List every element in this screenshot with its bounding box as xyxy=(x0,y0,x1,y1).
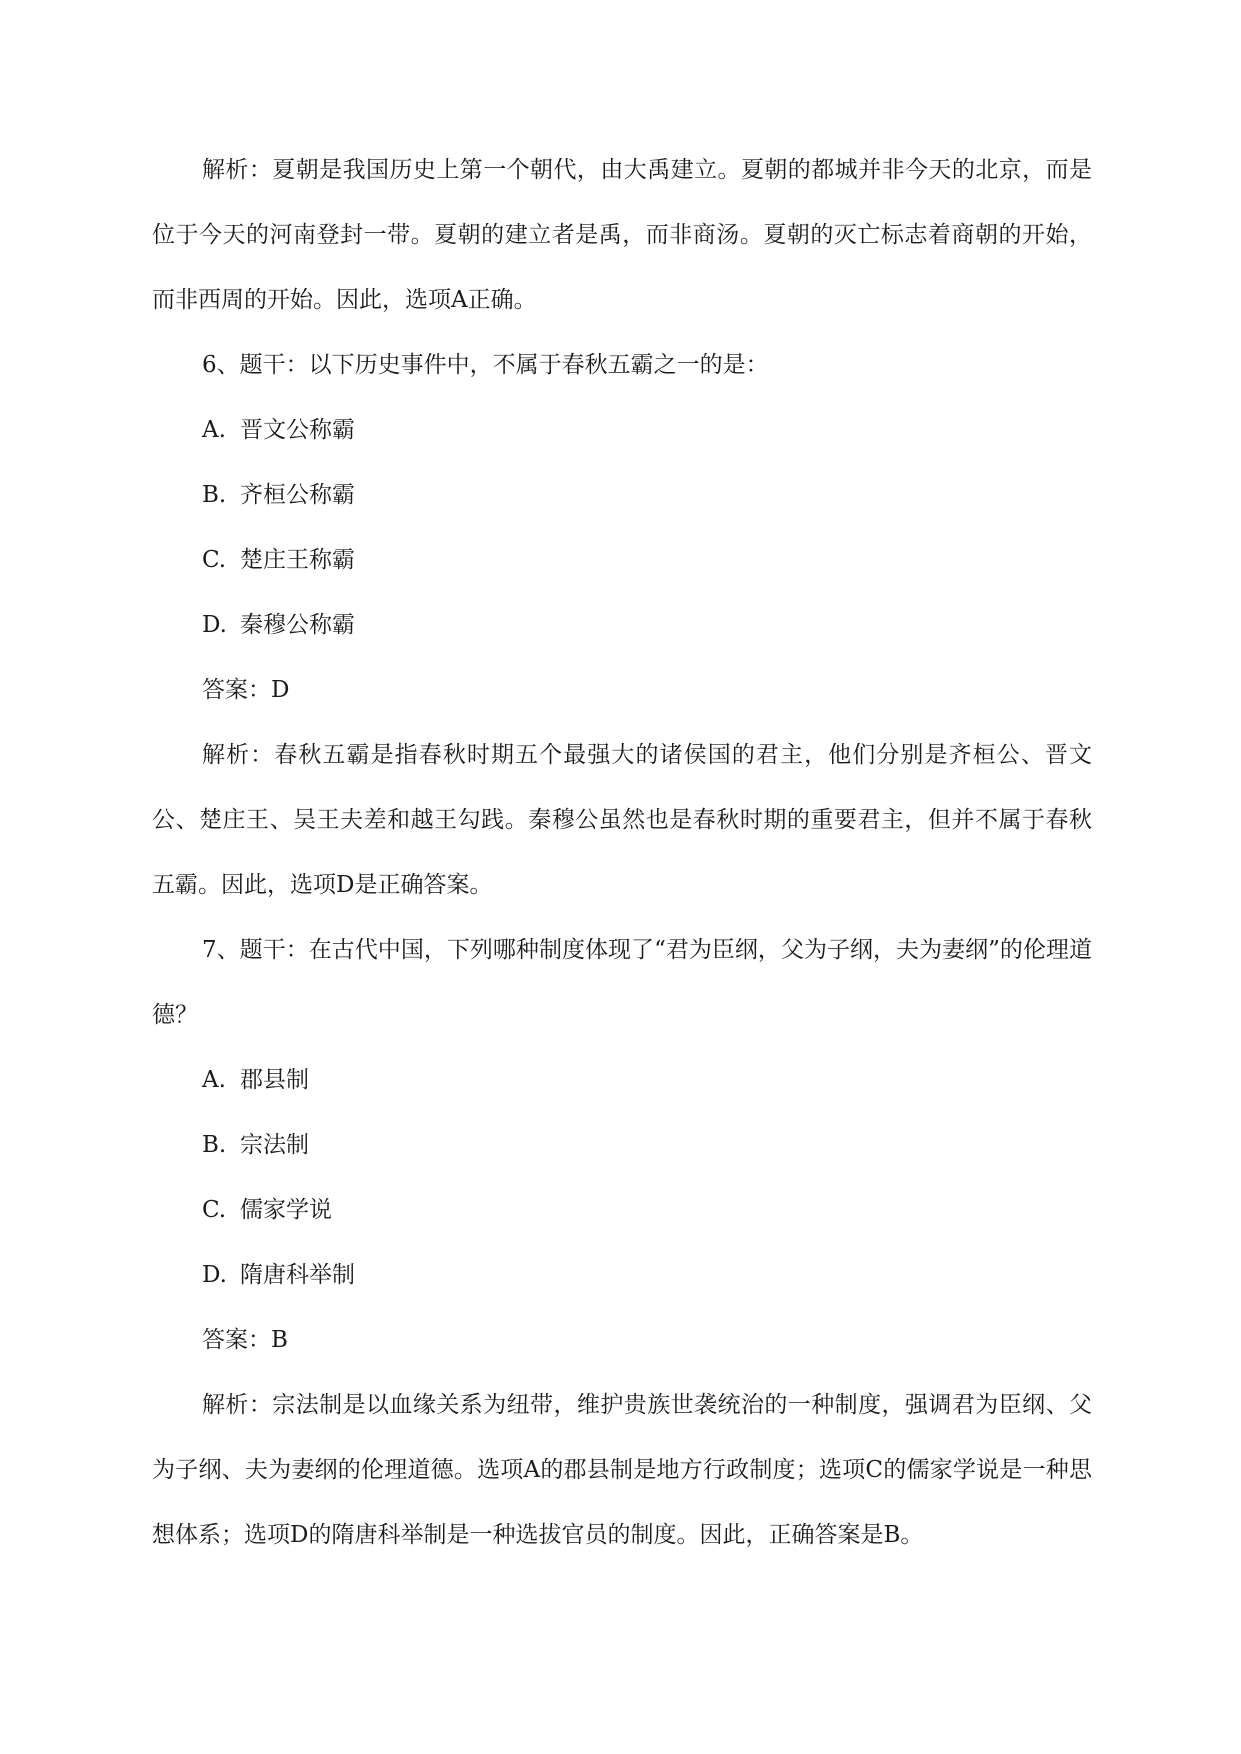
option-letter: B. xyxy=(202,482,227,508)
option-text: 晋文公称霸 xyxy=(240,417,355,443)
option-text: 宗法制 xyxy=(240,1132,309,1158)
option-letter: A. xyxy=(202,417,226,443)
q7-option-c xyxy=(152,1178,1092,1243)
q6-answer: 答案：D xyxy=(202,677,290,703)
q6-stem: 6、题干：以下历史事件中，不属于春秋五霸之一的是： xyxy=(202,352,769,378)
q7-option-b xyxy=(152,1113,1092,1178)
document-page xyxy=(152,138,1092,1568)
q6-option-b xyxy=(152,463,1092,528)
option-text: 郡县制 xyxy=(240,1067,309,1093)
q6-option-a xyxy=(152,398,1092,463)
option-text: 儒家学说 xyxy=(240,1197,332,1223)
option-letter: D. xyxy=(202,1262,227,1288)
option-letter: D. xyxy=(202,612,227,638)
option-letter: B. xyxy=(202,1132,227,1158)
option-text: 齐桓公称霸 xyxy=(240,482,355,508)
q6-option-d xyxy=(152,593,1092,658)
option-text: 隋唐科举制 xyxy=(240,1262,355,1288)
q7-option-d xyxy=(152,1243,1092,1308)
q7-option-a xyxy=(152,1048,1092,1113)
q7-stem: 7、题干：在古代中国，下列哪种制度体现了“君为臣纲，父为子纲，夫为妻纲”的伦理道德？ xyxy=(152,937,1092,1028)
q7-answer: 答案：B xyxy=(202,1327,288,1353)
option-letter: C. xyxy=(202,547,227,573)
q5-analysis: 解析：夏朝是我国历史上第一个朝代，由大禹建立。夏朝的都城并非今天的北京，而是位于今天的河南登封一带。夏朝的建立者是禹，而非商汤。夏朝的灭亡标志着商朝的开始，而非西周的开始。因此，选项A正确。 xyxy=(152,157,1092,313)
q6-option-c xyxy=(152,528,1092,593)
option-text: 楚庄王称霸 xyxy=(240,547,355,573)
option-letter: C. xyxy=(202,1197,227,1223)
option-text: 秦穆公称霸 xyxy=(240,612,355,638)
q7-analysis: 解析：宗法制是以血缘关系为纽带，维护贵族世袭统治的一种制度，强调君为臣纲、父为子纲、夫为妻纲的伦理道德。选项A的郡县制是地方行政制度；选项C的儒家学说是一种思想体系；选项D的隋唐科举制是一种选拔官员的制度。因此，正确答案是B。 xyxy=(152,1392,1092,1548)
q6-analysis: 解析：春秋五霸是指春秋时期五个最强大的诸侯国的君主，他们分别是齐桓公、晋文公、楚庄王、吴王夫差和越王勾践。秦穆公虽然也是春秋时期的重要君主，但并不属于春秋五霸。因此，选项D是正确答案。 xyxy=(152,742,1092,898)
option-letter: A. xyxy=(202,1067,226,1093)
